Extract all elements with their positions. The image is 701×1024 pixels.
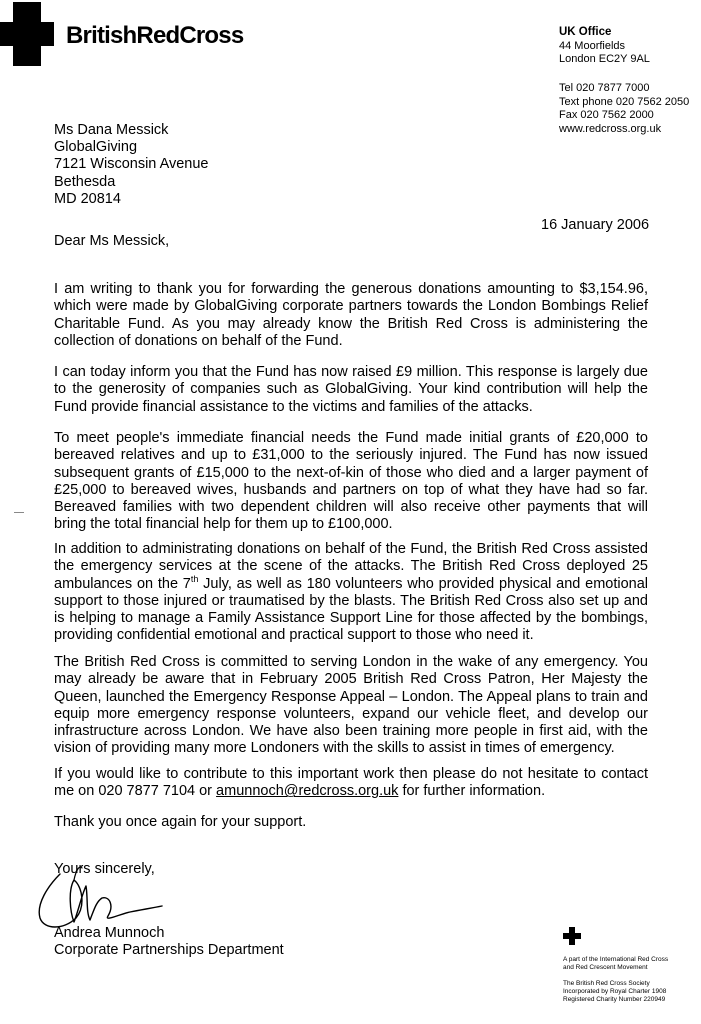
signatory-department: Corporate Partnerships Department bbox=[54, 942, 284, 959]
recipient-address bbox=[54, 122, 209, 208]
body-paragraph-6 bbox=[54, 766, 648, 801]
office-fax: Fax 020 7562 2000 bbox=[559, 109, 654, 121]
salutation: Dear Ms Messick, bbox=[54, 233, 170, 249]
recipient-street: 7121 Wisconsin Avenue bbox=[54, 156, 209, 173]
office-address-line1: 44 Moorfields bbox=[559, 39, 626, 52]
society-line-2: Incorporated by Royal Charter 1908 bbox=[563, 988, 667, 995]
margin-mark bbox=[14, 512, 24, 513]
office-contact bbox=[559, 82, 689, 136]
society-note bbox=[563, 980, 666, 1004]
paragraph-4-text-start: In addition to administrating donations on behalf of the Fund, the British Red Cross assisted the emergency services at the scene of the attacks. The British Red Cross deployed 25 ambulances on the 7 bbox=[54, 541, 648, 592]
closing: Yours sincerely, bbox=[54, 861, 155, 877]
body-paragraph-5: The British Red Cross is committed to serving London in the wake of any emergency. You may already be aware that in February 2005 British Red Cross Patron, Her Majesty the Queen, launched the Emergency Response Appeal – London. The Appeal plans to train and equip more emergency response volunteers, expand our vehicle fleet, and develop our infrastructure across London. We have also been training more people in first aid, with the vision of providing many more Londoners with the skills to assist in times of emergency. bbox=[54, 654, 648, 757]
signatory bbox=[54, 925, 284, 960]
handwritten-signature bbox=[30, 856, 170, 936]
body-paragraph-2: I can today inform you that the Fund has now raised £9 million. This response is largely due to the generosity of companies such as GlobalGiving. Your kind contribution will help the Fund provide financial assistance to the victims and families of the attacks. bbox=[54, 364, 648, 415]
signatory-name: Andrea Munnoch bbox=[54, 925, 165, 941]
body-paragraph-1: I am writing to thank you for forwarding the generous donations amounting to $3,154.96, which were made by GlobalGiving corporate partners towards the London Bombings Relief Charitable Fund. As you may already know the British Red Cross is administering the collection of donations on behalf of the Fund. bbox=[54, 281, 648, 349]
red-cross-red-crescent-emblem-icon bbox=[563, 924, 607, 948]
email-link[interactable]: amunnoch@redcross.org.uk bbox=[216, 783, 399, 800]
body-paragraph-3: To meet people's immediate financial needs the Fund made initial grants of £20,000 to bereaved relatives and up to £31,000 to the seriously injured. The Fund has now issued subsequent grants of £15,000 to the next-of-kin of those who died and a larger payment of £25,000 to bereaved wives, husbands and partners on top of what they have had so far. Bereaved families with two dependent children will also receive other payments that will bring the total financial help for them up to £100,000. bbox=[54, 430, 648, 533]
recipient-organisation: GlobalGiving bbox=[54, 139, 138, 156]
body-paragraph-7: Thank you once again for your support. bbox=[54, 814, 307, 830]
brand-name: BritishRedCross bbox=[66, 22, 244, 49]
recipient-city: Bethesda bbox=[54, 173, 116, 190]
society-line-3: Registered Charity Number 220949 bbox=[563, 996, 666, 1003]
movement-line-1: A part of the International Red Cross bbox=[563, 956, 669, 963]
ordinal-suffix: th bbox=[190, 573, 199, 584]
movement-line-2: and Red Crescent Movement bbox=[563, 964, 648, 971]
red-cross-logo-icon bbox=[0, 2, 54, 66]
letter-date: 16 January 2006 bbox=[541, 217, 650, 233]
paragraph-6-text-start: If you would like to contribute to this important work then please do not hesitate to contact me on 020 7877 7104 or bbox=[54, 766, 648, 800]
recipient-postcode: MD 20814 bbox=[54, 190, 121, 207]
paragraph-6-text-end: for further information. bbox=[398, 783, 546, 800]
office-tel: Tel 020 7877 7000 bbox=[559, 82, 650, 94]
recipient-name: Ms Dana Messick bbox=[54, 122, 169, 138]
paragraph-4-text-end: July, as well as 180 volunteers who provided physical and emotional support to those injured or traumatised by the blasts. The British Red Cross also set up and is helping to manage a Family Assistance Support Line for those affected by the bombings, providing confidential emotional and practical support to those who need it. bbox=[54, 575, 648, 644]
office-title: UK Office bbox=[559, 26, 612, 38]
office-address bbox=[559, 26, 650, 67]
society-line-1: The British Red Cross Society bbox=[563, 980, 650, 987]
movement-note bbox=[563, 956, 668, 972]
office-address-line2: London EC2Y 9AL bbox=[559, 53, 650, 65]
office-website: www.redcross.org.uk bbox=[559, 122, 662, 135]
office-text-phone: Text phone 020 7562 2050 bbox=[559, 95, 690, 108]
body-paragraph-4 bbox=[54, 541, 648, 645]
